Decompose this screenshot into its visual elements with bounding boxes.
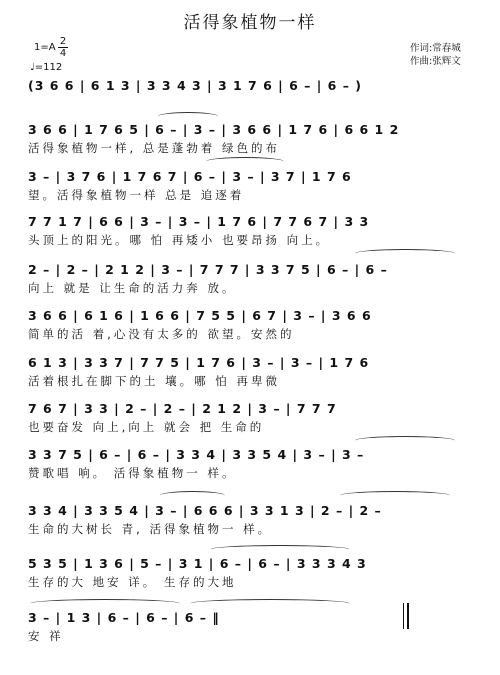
score-row (28, 499, 468, 537)
lyric-line: 望。活得象植物一样 总是 追逐着 (28, 188, 245, 201)
lyric-line: 向上 就是 让生命的活力奔 放。 (28, 281, 237, 294)
notation-line: 3 3 4 | 3 3 5 4 | 3 – | 6 6 6 | 3 3 1 3 | 2 – | 2 – (28, 503, 382, 518)
credits (410, 42, 461, 68)
notation-line: 3 – | 1 3 | 6 – | 6 – | 6 – ‖ (28, 610, 220, 625)
slur-mark (160, 491, 225, 500)
time-signature (58, 36, 68, 59)
score-row (28, 443, 468, 481)
notation-line: (3 6 6 | 6 1 3 | 3 3 4 3 | 3 1 7 6 | 6 – | 6 – ) (28, 78, 363, 93)
notation-line: 3 6 6 | 1 7 6 5 | 6 – | 3 – | 3 6 6 | 1 7 6 | 6 6 1 2 (28, 122, 400, 137)
score-row (28, 304, 468, 342)
song-title: 活得象植物一样 (183, 13, 317, 33)
lyric-line: 活得象植物一样, 总是蓬勃着 绿色的布 (28, 141, 280, 154)
lyric-line: 简单的活 着,心没有太多的 欲望。安然的 (28, 327, 295, 340)
slur-mark (355, 249, 455, 258)
notation-line: 6 1 3 | 3 3 7 | 7 7 5 | 1 7 6 | 3 – | 3 – | 1 7 6 (28, 355, 370, 370)
score-row (28, 210, 468, 248)
slur-mark (206, 157, 284, 166)
meter-bottom: 4 (59, 48, 67, 59)
score-row (28, 165, 468, 203)
notation-line: 3 6 6 | 6 1 6 | 1 6 6 | 7 5 5 | 6 7 | 3 – | 3 6 6 (28, 308, 372, 323)
lyricist-credit: 作词:常春城 (410, 43, 461, 54)
lyric-line: 赞歌唱 响。 活得象植物一 样。 (28, 466, 237, 479)
lyric-line (28, 96, 468, 110)
notation-line: 5 3 5 | 1 3 6 | 5 – | 3 1 | 6 – | 6 – | 3 3 3 4 3 (28, 556, 367, 571)
slur-mark (190, 599, 350, 608)
slur-mark (210, 545, 350, 554)
key-signature: 1=A (34, 42, 56, 53)
slur-mark (158, 112, 218, 121)
score-row (28, 74, 468, 112)
lyric-line: 生命的大树长 青, 活得象植物一 样。 (28, 522, 273, 535)
notation-line: 7 6 7 | 3 3 | 2 – | 2 – | 2 1 2 | 3 – | 7 7 7 (28, 401, 337, 416)
score-row (28, 258, 468, 296)
score-row (28, 397, 468, 435)
slur-mark (355, 436, 455, 445)
lyric-line: 头顶上的阳光。哪 怕 再矮小 也要昂扬 向上。 (28, 233, 331, 246)
notation-line: 7 7 1 7 | 6 6 | 3 – | 3 – | 1 7 6 | 7 7 6 7 | 3 3 (28, 214, 370, 229)
lyric-line: 生存的大 地安 详。 生存的大地 (28, 575, 237, 588)
lyric-line: 安 祥 (28, 629, 64, 642)
notation-line: 3 – | 3 7 6 | 1 7 6 7 | 6 – | 3 – | 3 7 | 1 7 6 (28, 169, 352, 184)
slur-mark (30, 599, 180, 608)
meter-top: 2 (59, 36, 67, 47)
notation-line: 2 – | 2 – | 2 1 2 | 3 – | 7 7 7 | 3 3 7 5 | 6 – | 6 – (28, 262, 388, 277)
lyric-line: 也要奋发 向上,向上 就会 把 生命的 (28, 420, 265, 433)
score-row (28, 552, 468, 590)
score-row (28, 606, 468, 644)
lyric-line: 活着根扎在脚下的土 壤。哪 怕 再卑微 (28, 374, 280, 387)
tempo-marking: ♩=112 (30, 62, 63, 73)
notation-line: 3 3 7 5 | 6 – | 6 – | 3 3 4 | 3 3 5 4 | 3 – | 3 – (28, 447, 365, 462)
score-row (28, 351, 468, 389)
slur-mark (340, 491, 450, 500)
final-barline (403, 603, 409, 629)
score-row (28, 118, 468, 156)
composer-credit: 作曲:张辉文 (410, 56, 461, 67)
